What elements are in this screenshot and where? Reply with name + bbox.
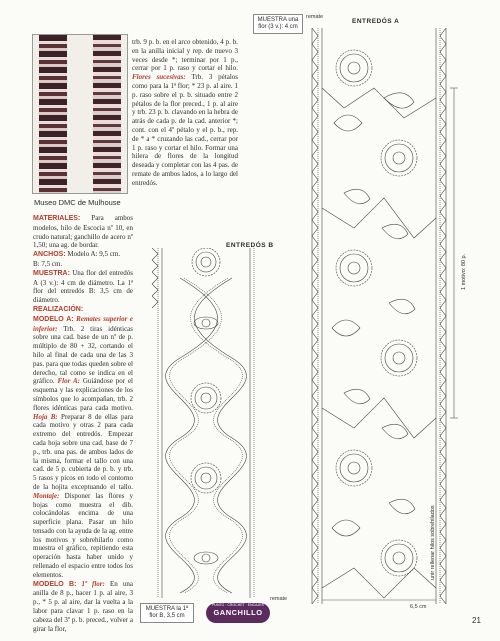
logo-tagline: PUNTO · CROCHET · ENCAJES <box>212 603 264 607</box>
page-number: 21 <box>472 616 481 625</box>
flores-sucesivas-heading: Flores sucesivas: <box>132 73 186 82</box>
lace-strip-left <box>39 35 67 193</box>
width-label: 6,5 cm <box>410 604 427 610</box>
muestra-text: Una flor del entredós A (3 v.): 4 cm de diámetro. La 1ª flor del entredós <box>33 268 133 296</box>
montaje-text: Disponer las flores y hojas como muestra el dib. colocándolas encima de una superficie plana. Pasar un hilo tensado con la ayuda de la ag. entre los motivos y sobrehilarlo como muestra el gráfico, repitiendo esta operación hasta haber unido y rellenado el espacio entre todos los elementos. <box>33 491 133 579</box>
materiales-text: Para ambos modelos, hilo de Escocia nº 10, en crudo natural; ganchillo de acero nº 1,50; una ag. de bordar. <box>33 214 133 250</box>
muestra-a-label: MUESTRA una flor (3 v.): 4 cm <box>253 14 303 34</box>
lace-strip-right <box>93 35 121 193</box>
photo-caption: Museo DMC de Mulhouse <box>34 198 121 207</box>
entredos-a-diagram <box>304 28 464 606</box>
logo-title: GANCHILLO <box>213 608 263 617</box>
modelo-b-text: En una anilla de 8 p., hacer 1 p. al aire, 3 p., * 5 p. al aire, dar la vuelta a la labor para clavar 1 p. raso en la cabeza del 3º p. b. preced., volver a girar la flor, <box>33 579 134 633</box>
motivo-label: 1 motivo: 80 p. <box>461 253 467 290</box>
remate-bottom-label: remate <box>270 596 288 602</box>
flor-a-heading: Flor A: <box>57 377 80 386</box>
anchos-heading: ANCHOS: <box>33 251 66 259</box>
col2-text: trb. 9 p. b. en el arco obtenido, 4 p. b. en la anilla inicial y rep. de nuevo 3 veces desde *; terminar por 1 p., cerrar por 1 p. raso y cortar el hilo. <box>132 38 238 73</box>
unir-label: unir rellenar hilos sobrehilados <box>430 505 436 580</box>
muestra-b-label: MUESTRA la 1ª flor B, 3,5 cm <box>140 603 194 623</box>
hoja-b-heading: Hoja B: <box>33 412 58 421</box>
entredos-b-title: ENTREDÓS B <box>226 242 274 249</box>
entredos-a-title: ENTREDÓS A <box>352 18 400 25</box>
lace-photo <box>32 34 128 194</box>
modelo-b-subheading: 1ª flor: <box>81 579 105 588</box>
col2-text-2: Trb. 3 pétalos como para la 1ª flor; * 23 p. al aire. 1 p. raso sobre el p. b. situado entre 2 pétalos de la flor preced., 1 p. al aire y trb. 23 p. b. clavando en la hebra de atrás de cada p. de la cad. anterior *; cont. con el 4º pétalo y el p. b., rep. de * a * cruzando las cad., cerrar por 1 p. raso y cortar el hilo. Formar una hilera de flores de la longitud deseada y completar con las 4 pas. de remate de ambos lados, a lo largo del entredós. <box>132 73 238 187</box>
muestra-heading: MUESTRA: <box>33 269 70 277</box>
anchos-text: Modelo A: 9,5 cm. <box>67 250 121 259</box>
entredos-b-diagram <box>150 248 262 600</box>
hoja-b-text: Preparar 8 de ellas para cada motivo y otras 2 para cada extremo del entredós. Empezar cada hoja sobre una cad. base de 7 p., trb. una pas. de ambos lados de la misma, formar el tallo con una cad. de 5 p. cubierta de p. b. y trb. 5 rasos y picos en todo el contorno de la hojita exceptuando el tallo. <box>33 412 134 491</box>
ganchillo-logo <box>206 603 270 623</box>
instructions-column-2 <box>132 38 238 188</box>
realizacion-heading: REALIZACIÓN: <box>33 305 84 313</box>
muestra-b-text: B: 3,5 cm de diámetro. <box>33 287 133 305</box>
anchos-b-text: B: 7,5 cm. <box>33 259 63 268</box>
materiales-heading: MATERIALES: <box>33 215 81 222</box>
modelo-a-subheading: Remates superior e inferior: <box>33 314 134 333</box>
montaje-heading: Montaje: <box>33 491 60 500</box>
modelo-a-heading: MODELO A: <box>33 315 74 323</box>
modelo-b-heading: MODELO B: <box>33 580 77 588</box>
remate-top-label: remate <box>306 14 324 20</box>
modelo-a-text: Trb. 2 tiras idénticas sobre una cad. base de un nº de p. múltiplo de 80 + 32, cortando el hilo al final de cada una de las 3 pas. para que todas queden sobre el derecho, tal como se indica en el gráfico. <box>33 324 134 386</box>
instructions-column-1 <box>33 214 133 633</box>
flor-a-text: Guiándose por el esquema y las explicaciones de los símbolos que lo acompañan, trb. 2 flores idénticas para cada motivo. <box>33 377 134 412</box>
